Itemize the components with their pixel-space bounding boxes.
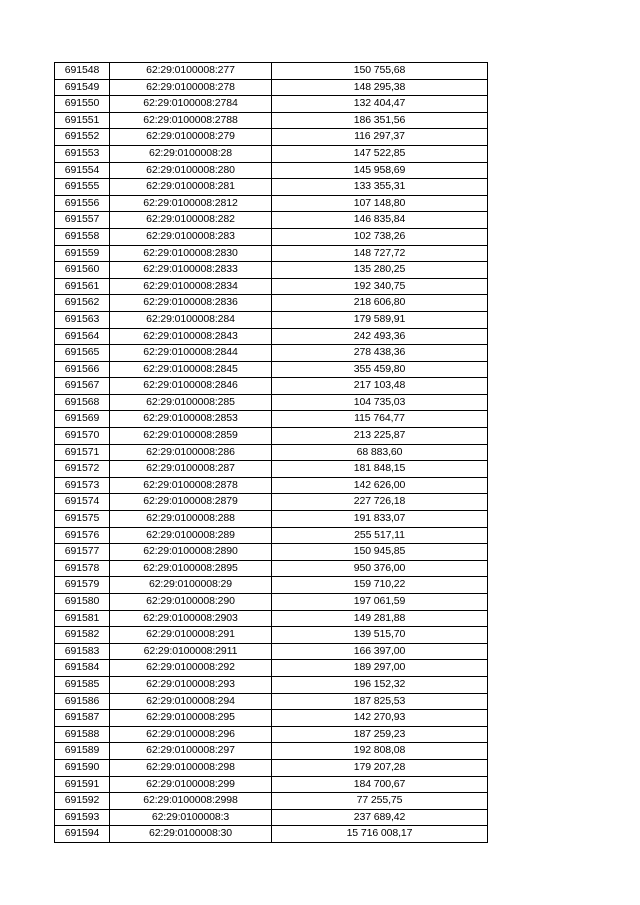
table-row	[55, 676, 488, 693]
cadastral-value-cell: 145 958,69	[272, 162, 488, 179]
cadastral-number-cell: 62:29:0100008:2879	[110, 494, 272, 511]
table-row	[55, 726, 488, 743]
row-number-cell: 691559	[55, 245, 110, 262]
cadastral-number-cell: 62:29:0100008:296	[110, 726, 272, 743]
cadastral-value-cell: 166 397,00	[272, 643, 488, 660]
table-row	[55, 378, 488, 395]
cadastral-value-cell: 186 351,56	[272, 112, 488, 129]
table-row	[55, 494, 488, 511]
table-row	[55, 511, 488, 528]
row-number-cell: 691566	[55, 361, 110, 378]
cadastral-value-cell: 192 808,08	[272, 743, 488, 760]
cadastral-number-cell: 62:29:0100008:289	[110, 527, 272, 544]
cadastral-value-cell: 196 152,32	[272, 676, 488, 693]
cadastral-value-cell: 148 727,72	[272, 245, 488, 262]
table-row	[55, 195, 488, 212]
cadastral-number-cell: 62:29:0100008:2903	[110, 610, 272, 627]
cadastral-value-cell: 197 061,59	[272, 594, 488, 611]
table-row	[55, 278, 488, 295]
cadastral-number-cell: 62:29:0100008:3	[110, 809, 272, 826]
cadastral-number-cell: 62:29:0100008:2895	[110, 560, 272, 577]
cadastral-number-cell: 62:29:0100008:2878	[110, 477, 272, 494]
table-row	[55, 477, 488, 494]
cadastral-value-cell: 102 738,26	[272, 228, 488, 245]
row-number-cell: 691564	[55, 328, 110, 345]
cadastral-number-cell: 62:29:0100008:2833	[110, 262, 272, 279]
table-row	[55, 759, 488, 776]
table-row	[55, 610, 488, 627]
cadastral-value-cell: 242 493,36	[272, 328, 488, 345]
cadastral-number-cell: 62:29:0100008:282	[110, 212, 272, 229]
cadastral-number-cell: 62:29:0100008:2846	[110, 378, 272, 395]
cadastral-value-cell: 278 438,36	[272, 345, 488, 362]
row-number-cell: 691573	[55, 477, 110, 494]
cadastral-number-cell: 62:29:0100008:294	[110, 693, 272, 710]
row-number-cell: 691579	[55, 577, 110, 594]
table-row	[55, 776, 488, 793]
table-row	[55, 428, 488, 445]
cadastral-number-cell: 62:29:0100008:2830	[110, 245, 272, 262]
cadastral-value-cell: 146 835,84	[272, 212, 488, 229]
row-number-cell: 691593	[55, 809, 110, 826]
cadastral-value-cell: 15 716 008,17	[272, 826, 488, 843]
cadastral-value-table	[54, 62, 488, 843]
table-row	[55, 527, 488, 544]
cadastral-value-cell: 150 755,68	[272, 63, 488, 80]
cadastral-number-cell: 62:29:0100008:277	[110, 63, 272, 80]
table-row	[55, 544, 488, 561]
table-row	[55, 826, 488, 843]
cadastral-number-cell: 62:29:0100008:2834	[110, 278, 272, 295]
table-row	[55, 577, 488, 594]
table-row	[55, 145, 488, 162]
cadastral-value-cell: 135 280,25	[272, 262, 488, 279]
cadastral-number-cell: 62:29:0100008:2859	[110, 428, 272, 445]
cadastral-number-cell: 62:29:0100008:292	[110, 660, 272, 677]
row-number-cell: 691577	[55, 544, 110, 561]
table-row	[55, 328, 488, 345]
cadastral-value-cell: 150 945,85	[272, 544, 488, 561]
row-number-cell: 691574	[55, 494, 110, 511]
row-number-cell: 691571	[55, 444, 110, 461]
cadastral-value-cell: 142 626,00	[272, 477, 488, 494]
cadastral-number-cell: 62:29:0100008:2836	[110, 295, 272, 312]
row-number-cell: 691578	[55, 560, 110, 577]
row-number-cell: 691551	[55, 112, 110, 129]
cadastral-number-cell: 62:29:0100008:28	[110, 145, 272, 162]
row-number-cell: 691554	[55, 162, 110, 179]
cadastral-number-cell: 62:29:0100008:290	[110, 594, 272, 611]
table-row	[55, 461, 488, 478]
row-number-cell: 691569	[55, 411, 110, 428]
table-row	[55, 311, 488, 328]
row-number-cell: 691558	[55, 228, 110, 245]
cadastral-number-cell: 62:29:0100008:293	[110, 676, 272, 693]
cadastral-value-cell: 192 340,75	[272, 278, 488, 295]
table-row	[55, 212, 488, 229]
cadastral-value-cell: 184 700,67	[272, 776, 488, 793]
cadastral-value-cell: 68 883,60	[272, 444, 488, 461]
cadastral-value-cell: 148 295,38	[272, 79, 488, 96]
row-number-cell: 691585	[55, 676, 110, 693]
row-number-cell: 691580	[55, 594, 110, 611]
cadastral-number-cell: 62:29:0100008:2843	[110, 328, 272, 345]
row-number-cell: 691553	[55, 145, 110, 162]
cadastral-value-cell: 147 522,85	[272, 145, 488, 162]
row-number-cell: 691586	[55, 693, 110, 710]
row-number-cell: 691572	[55, 461, 110, 478]
row-number-cell: 691581	[55, 610, 110, 627]
cadastral-value-cell: 159 710,22	[272, 577, 488, 594]
row-number-cell: 691567	[55, 378, 110, 395]
table-row	[55, 444, 488, 461]
table-row	[55, 361, 488, 378]
cadastral-value-cell: 132 404,47	[272, 96, 488, 113]
cadastral-number-cell: 62:29:0100008:2812	[110, 195, 272, 212]
cadastral-number-cell: 62:29:0100008:2844	[110, 345, 272, 362]
row-number-cell: 691556	[55, 195, 110, 212]
table-row	[55, 245, 488, 262]
cadastral-value-cell: 950 376,00	[272, 560, 488, 577]
cadastral-number-cell: 62:29:0100008:2853	[110, 411, 272, 428]
cadastral-value-cell: 237 689,42	[272, 809, 488, 826]
table-row	[55, 63, 488, 80]
row-number-cell: 691552	[55, 129, 110, 146]
cadastral-number-cell: 62:29:0100008:281	[110, 179, 272, 196]
cadastral-number-cell: 62:29:0100008:280	[110, 162, 272, 179]
cadastral-value-cell: 107 148,80	[272, 195, 488, 212]
table-row	[55, 710, 488, 727]
row-number-cell: 691548	[55, 63, 110, 80]
cadastral-number-cell: 62:29:0100008:285	[110, 394, 272, 411]
cadastral-number-cell: 62:29:0100008:2845	[110, 361, 272, 378]
cadastral-number-cell: 62:29:0100008:284	[110, 311, 272, 328]
row-number-cell: 691591	[55, 776, 110, 793]
table-row	[55, 594, 488, 611]
table-row	[55, 411, 488, 428]
cadastral-value-cell: 149 281,88	[272, 610, 488, 627]
row-number-cell: 691583	[55, 643, 110, 660]
table-row	[55, 162, 488, 179]
table-row	[55, 643, 488, 660]
cadastral-value-cell: 77 255,75	[272, 793, 488, 810]
cadastral-value-cell: 133 355,31	[272, 179, 488, 196]
row-number-cell: 691561	[55, 278, 110, 295]
cadastral-number-cell: 62:29:0100008:299	[110, 776, 272, 793]
cadastral-number-cell: 62:29:0100008:298	[110, 759, 272, 776]
row-number-cell: 691590	[55, 759, 110, 776]
cadastral-value-cell: 187 825,53	[272, 693, 488, 710]
table-row	[55, 560, 488, 577]
table-row	[55, 79, 488, 96]
cadastral-value-cell: 227 726,18	[272, 494, 488, 511]
cadastral-number-cell: 62:29:0100008:30	[110, 826, 272, 843]
row-number-cell: 691582	[55, 627, 110, 644]
cadastral-number-cell: 62:29:0100008:279	[110, 129, 272, 146]
row-number-cell: 691560	[55, 262, 110, 279]
cadastral-number-cell: 62:29:0100008:286	[110, 444, 272, 461]
table-row	[55, 693, 488, 710]
cadastral-number-cell: 62:29:0100008:295	[110, 710, 272, 727]
table-row	[55, 96, 488, 113]
cadastral-value-cell: 355 459,80	[272, 361, 488, 378]
row-number-cell: 691568	[55, 394, 110, 411]
cadastral-number-cell: 62:29:0100008:278	[110, 79, 272, 96]
cadastral-value-cell: 213 225,87	[272, 428, 488, 445]
row-number-cell: 691563	[55, 311, 110, 328]
row-number-cell: 691588	[55, 726, 110, 743]
cadastral-number-cell: 62:29:0100008:283	[110, 228, 272, 245]
row-number-cell: 691550	[55, 96, 110, 113]
cadastral-number-cell: 62:29:0100008:29	[110, 577, 272, 594]
cadastral-value-cell: 139 515,70	[272, 627, 488, 644]
row-number-cell: 691555	[55, 179, 110, 196]
table-row	[55, 228, 488, 245]
row-number-cell: 691576	[55, 527, 110, 544]
table-row	[55, 394, 488, 411]
cadastral-value-cell: 218 606,80	[272, 295, 488, 312]
row-number-cell: 691562	[55, 295, 110, 312]
table-body	[55, 63, 488, 843]
cadastral-number-cell: 62:29:0100008:291	[110, 627, 272, 644]
cadastral-number-cell: 62:29:0100008:2911	[110, 643, 272, 660]
row-number-cell: 691565	[55, 345, 110, 362]
table-row	[55, 809, 488, 826]
cadastral-value-cell: 181 848,15	[272, 461, 488, 478]
cadastral-number-cell: 62:29:0100008:2784	[110, 96, 272, 113]
table-row	[55, 179, 488, 196]
cadastral-value-cell: 142 270,93	[272, 710, 488, 727]
table-row	[55, 627, 488, 644]
cadastral-number-cell: 62:29:0100008:2998	[110, 793, 272, 810]
table-row	[55, 262, 488, 279]
table-row	[55, 129, 488, 146]
row-number-cell: 691587	[55, 710, 110, 727]
cadastral-value-cell: 104 735,03	[272, 394, 488, 411]
cadastral-value-cell: 116 297,37	[272, 129, 488, 146]
table-row	[55, 660, 488, 677]
row-number-cell: 691575	[55, 511, 110, 528]
cadastral-value-cell: 179 207,28	[272, 759, 488, 776]
row-number-cell: 691594	[55, 826, 110, 843]
cadastral-number-cell: 62:29:0100008:287	[110, 461, 272, 478]
cadastral-value-cell: 187 259,23	[272, 726, 488, 743]
cadastral-value-cell: 115 764,77	[272, 411, 488, 428]
cadastral-number-cell: 62:29:0100008:2890	[110, 544, 272, 561]
cadastral-value-cell: 255 517,11	[272, 527, 488, 544]
cadastral-number-cell: 62:29:0100008:297	[110, 743, 272, 760]
cadastral-number-cell: 62:29:0100008:2788	[110, 112, 272, 129]
table-row	[55, 743, 488, 760]
cadastral-value-cell: 189 297,00	[272, 660, 488, 677]
table-row	[55, 112, 488, 129]
cadastral-value-cell: 217 103,48	[272, 378, 488, 395]
table-row	[55, 345, 488, 362]
row-number-cell: 691584	[55, 660, 110, 677]
row-number-cell: 691557	[55, 212, 110, 229]
row-number-cell: 691592	[55, 793, 110, 810]
row-number-cell: 691570	[55, 428, 110, 445]
cadastral-value-cell: 179 589,91	[272, 311, 488, 328]
row-number-cell: 691549	[55, 79, 110, 96]
cadastral-number-cell: 62:29:0100008:288	[110, 511, 272, 528]
cadastral-value-cell: 191 833,07	[272, 511, 488, 528]
table-row	[55, 793, 488, 810]
table-row	[55, 295, 488, 312]
row-number-cell: 691589	[55, 743, 110, 760]
